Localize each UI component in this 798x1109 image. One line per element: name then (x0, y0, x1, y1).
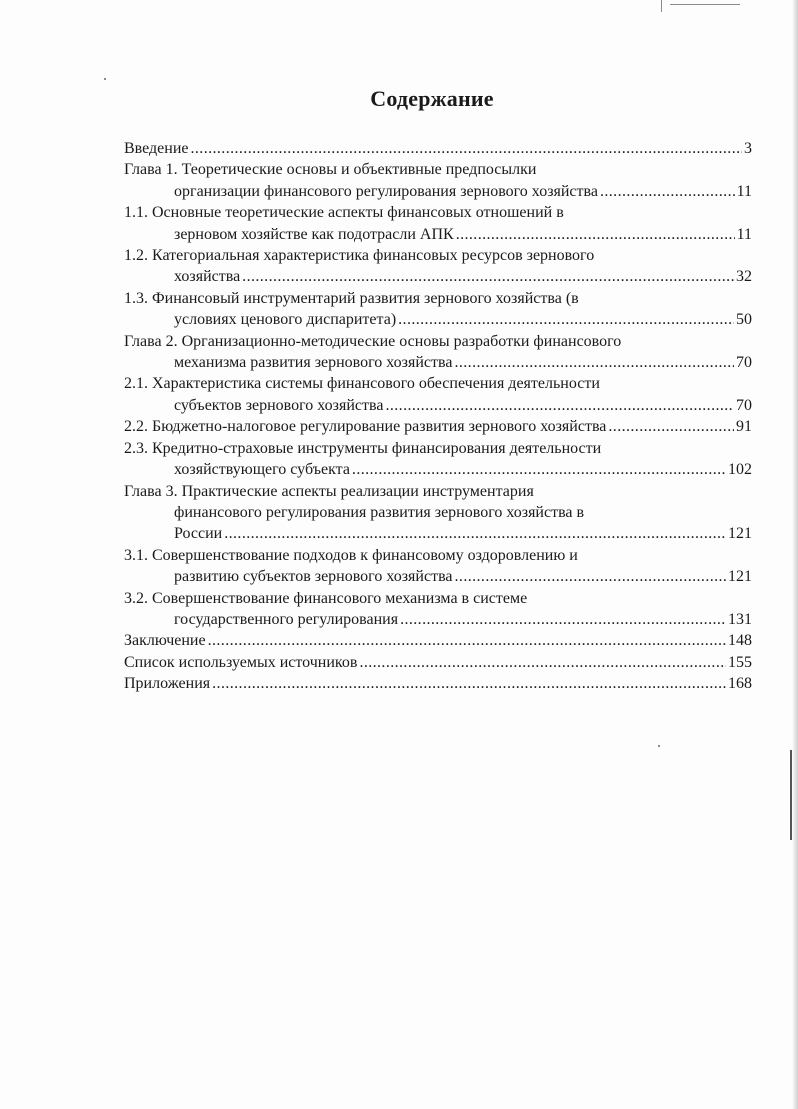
toc-entry-text: Список используемых источников (124, 653, 358, 671)
toc-entry-text: Глава 2. Организационно-методические основы разработки финансового (124, 332, 622, 350)
toc-entry (124, 245, 752, 288)
toc-entry-text: субъектов зернового хозяйства (174, 396, 384, 414)
toc-leader-dots (191, 138, 743, 159)
toc-page-number: 102 (728, 461, 752, 479)
toc-leader-dots (600, 181, 735, 202)
toc-page-number: 3 (744, 140, 752, 157)
toc-entry-text: 1.3. Финансовый инструментарий развития зернового хозяйства (в (124, 289, 579, 307)
scan-artifact-top-line (670, 4, 740, 5)
toc-entry-text: механизма развития зернового хозяйства (174, 354, 453, 372)
toc-page-number: 11 (736, 182, 752, 200)
toc-leader-dots (208, 630, 726, 651)
toc-entry-text: 1.1. Основные теоретические аспекты финансовых отношений в (124, 204, 564, 222)
toc-line (124, 309, 752, 330)
toc-leader-dots (352, 459, 726, 480)
scan-artifact-dot (104, 78, 106, 80)
toc-line (124, 224, 752, 245)
toc-leader-dots (224, 523, 726, 544)
toc-line (124, 588, 752, 609)
toc-line (124, 438, 752, 459)
toc-line (124, 245, 752, 266)
toc-entry (124, 630, 752, 651)
page-title: Содержание (370, 86, 494, 111)
toc-leader-dots (242, 266, 734, 287)
table-of-contents (124, 138, 752, 695)
toc-entry-text: хозяйствующего субъекта (174, 461, 350, 479)
toc-page-number: 70 (736, 354, 752, 372)
toc-entry-text: 3.2. Совершенствование финансового механизма в системе (124, 589, 528, 607)
toc-line (124, 202, 752, 223)
toc-line (124, 630, 752, 651)
toc-entry-text: хозяйства (174, 268, 241, 286)
toc-line (124, 352, 752, 373)
toc-leader-dots (455, 566, 726, 587)
toc-line (124, 331, 752, 352)
toc-entry-text: 2.3. Кредитно-страховые инструменты финансирования деятельности (124, 439, 602, 457)
toc-leader-dots (400, 609, 726, 630)
toc-line (124, 545, 752, 566)
page-edge-shadow (792, 0, 798, 1109)
toc-leader-dots (454, 352, 734, 373)
toc-page-number: 50 (736, 311, 752, 329)
toc-line (124, 138, 752, 159)
toc-leader-dots (456, 224, 735, 245)
toc-entry-text: 2.2. Бюджетно-налоговое регулирование развития зернового хозяйства (124, 418, 607, 436)
toc-entry-text: государственного регулирования (174, 610, 399, 628)
toc-page-number: 131 (728, 610, 752, 628)
toc-line (124, 395, 752, 416)
toc-entry (124, 373, 752, 416)
toc-page-number: 121 (728, 525, 752, 543)
toc-line (124, 459, 752, 480)
toc-entry-text: условиях ценового диспаритета) (174, 311, 397, 329)
toc-entry (124, 331, 752, 374)
toc-entry-text: 2.1. Характеристика системы финансового обеспечения деятельности (124, 375, 600, 393)
toc-entry (124, 588, 752, 631)
toc-entry-text: Приложения (124, 675, 211, 693)
toc-line (124, 159, 752, 180)
toc-entry (124, 138, 752, 159)
toc-page-number: 91 (736, 418, 752, 436)
toc-entry-text: Заключение (124, 632, 206, 650)
toc-entry-text: финансового регулирования развития зернового хозяйства в (174, 503, 585, 521)
toc-entry-text: 3.1. Совершенствование подходов к финансовому оздоровлению и (124, 546, 578, 564)
toc-entry (124, 545, 752, 588)
toc-entry-text: Глава 1. Теоретические основы и объективные предпосылки (124, 161, 537, 179)
toc-page-number: 70 (736, 396, 752, 414)
toc-line (124, 288, 752, 309)
toc-entry-text: организации финансового регулирования зернового хозяйства (174, 182, 598, 200)
toc-page-number: 121 (728, 568, 752, 586)
toc-entry-text: развитию субъектов зернового хозяйства (174, 568, 453, 586)
toc-leader-dots (608, 416, 734, 437)
toc-leader-dots (359, 652, 726, 673)
toc-line (124, 523, 752, 544)
toc-page-number: 148 (728, 632, 752, 650)
toc-page-number: 155 (728, 653, 752, 671)
toc-leader-dots (385, 395, 734, 416)
toc-entry (124, 673, 752, 694)
toc-entry (124, 288, 752, 331)
toc-line (124, 609, 752, 630)
toc-line (124, 652, 752, 673)
toc-entry-text: Глава 3. Практические аспекты реализации инструментария (124, 482, 534, 500)
toc-entry (124, 438, 752, 481)
toc-line (124, 373, 752, 394)
toc-page-number: 11 (736, 225, 752, 243)
toc-page-number: 168 (728, 675, 752, 693)
toc-leader-dots (398, 309, 734, 330)
toc-line (124, 481, 752, 502)
toc-entry (124, 481, 752, 545)
toc-entry (124, 416, 752, 437)
toc-entry (124, 159, 752, 202)
toc-page-number: 32 (736, 268, 752, 286)
toc-line (124, 673, 752, 694)
toc-leader-dots (212, 673, 726, 694)
scan-artifact-dot (658, 745, 660, 747)
toc-line (124, 566, 752, 587)
toc-line (124, 266, 752, 287)
scan-artifact-top-tick (661, 0, 662, 12)
toc-entry (124, 202, 752, 245)
toc-entry-text: России (174, 525, 223, 543)
toc-entry-text: зерновом хозяйстве как подотрасли АПК (174, 225, 454, 243)
toc-line (124, 502, 752, 523)
toc-entry-text: Введение (124, 140, 189, 157)
toc-entry (124, 652, 752, 673)
toc-line (124, 181, 752, 202)
toc-line (124, 416, 752, 437)
toc-entry-text: 1.2. Категориальная характеристика финансовых ресурсов зернового (124, 247, 595, 265)
